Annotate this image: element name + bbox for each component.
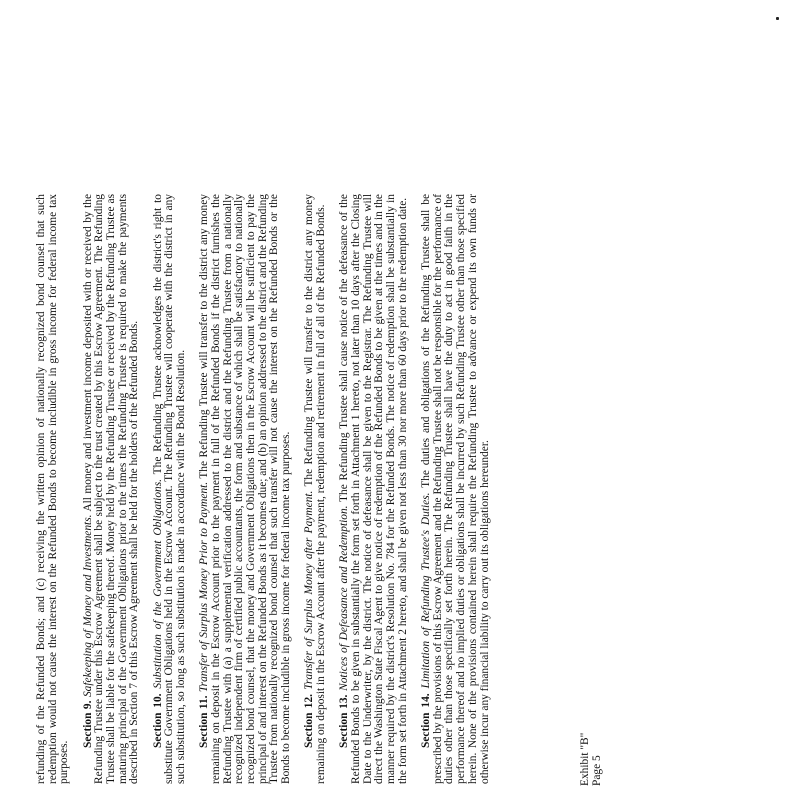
section-number: Section 13. bbox=[338, 694, 351, 748]
section-number: Section 14. bbox=[419, 693, 432, 748]
section-text: The Refunding Trustee will transfer to the district any money remaining on deposit in the Escrow Account after the payment, redemption and retirement in full of all of the Refunded Bonds. bbox=[303, 194, 328, 784]
scan-speck bbox=[776, 17, 779, 20]
section-number: Section 10. bbox=[151, 693, 164, 748]
section-11 bbox=[199, 194, 293, 784]
section-title: Notices of Defeasance and Redemption. bbox=[338, 505, 351, 691]
section-10 bbox=[153, 194, 188, 784]
section-number: Section 9. bbox=[81, 700, 94, 748]
section-number: Section 11. bbox=[198, 695, 211, 748]
section-12 bbox=[304, 194, 327, 784]
section-text: The Refunding Trustee shall cause notice of the defeasance of the Refunded Bonds to be given in substantially the form set forth in Attachment 1 hereto, not later than 10 days after the Closing Date to the Underwriter, by the district. The notice of defeasance shall be given to the Registrar. The Refunding Trustee will direct the Washington State Fiscal Agent to give notice of redemption of the Refunded Bonds to be given at the times and in the manner required by the district's Resolution No. 784 for the Refunded Bonds. The notice of redemption shall be substantially in the form set forth in Attachment 2 hereto, and shall be given not less than 30 nor more than 60 days prior to the redemption date. bbox=[338, 194, 409, 784]
page-footer bbox=[580, 733, 603, 786]
section-text: The duties and obligations of the Refunding Trustee shall be prescribed by the provisions of this Escrow Agreement and the Refunding Trustee shall not be responsible for the performance of duties other than those specifically set forth herein. The Refunding Trustee shall have the duty to act in good faith in the performance thereof and no implied duties or obligations shall be incurred by such Refunding Trustee other than those specified herein. None of the provisions contained herein shall require the Refunding Trustee to advance or expend its own funds or otherwise incur any financial liability to carry out its obligations hereunder. bbox=[419, 193, 491, 784]
section-title: Safekeeping of Money and Investments. bbox=[81, 514, 94, 698]
section-title: Transfer of Surplus Money after Payment. bbox=[303, 490, 316, 690]
page-number: Page 5 bbox=[590, 755, 603, 786]
section-13 bbox=[339, 194, 409, 784]
section-title: Transfer of Surplus Money Prior to Payment. bbox=[198, 481, 211, 693]
section-title: Limitation of Refunding Trustee's Duties. bbox=[419, 492, 432, 689]
section-text: The Refunding Trustee will transfer to the district any money remaining on deposit in the Escrow Account prior to the payment in full of the Refunded Bonds if the district furnishes the Refunding Trustee with (a) a supplemental verification addressed to the district and the Refunding Trustee from a nationally recognized independent firm of certified public accountants, the form and substance of which shall be satisfactory to nationally recognized bond counsel, that the money and Government Obligations then in the Escrow Account will be sufficient to pay the principal of and interest on the Refunded Bonds as it becomes due; and (b) an opinion addressed to the district and the Refunding Trustee from nationally recognized bond counsel that such transfer will not cause the interest on the Refunded Bonds or the Bonds to become includible in gross income for federal income tax purposes. bbox=[198, 194, 293, 784]
section-number: Section 12. bbox=[303, 694, 316, 748]
section-text: All money and investment income deposited with or received by the Refunding Trustee under this Escrow Agreement shall be subject to the trust created by this Escrow Agreement. The Refunding Trustee shall be liable for the safekeeping thereof. Money held by the Refunding Trustee or received by the Refunding Trustee as maturing principal of the Government Obligations prior to the times the Refunding Trustee is required to make the payments described in Section 7 of this Escrow Agreement shall be held for the holders of the Refunded Bonds. bbox=[81, 193, 141, 784]
section-title: Substitution of the Government Obligations. bbox=[151, 478, 164, 689]
rotated-page-content bbox=[6, 74, 726, 794]
section-9 bbox=[83, 194, 142, 784]
section-text: The Refunding Trustee acknowledges the district's right to substitute Government Obligations held in the Escrow Account. The Refunding Trustee will cooperate with the district in any such substitution, so long as such substitution is made in accordance with the Bond Resolution. bbox=[151, 194, 188, 784]
section-14 bbox=[421, 194, 491, 784]
paragraph-text: refunding of the Refunded Bonds; and (c) receiving the written opinion of nationally recognized bond counsel that such redemption would not cause the interest on the Refunded Bonds to become includible in gross income for federal income tax purposes. bbox=[35, 194, 71, 784]
document-body bbox=[36, 194, 503, 784]
exhibit-label: Exhibit "B" bbox=[579, 732, 591, 786]
paragraph-continuation bbox=[36, 194, 71, 784]
